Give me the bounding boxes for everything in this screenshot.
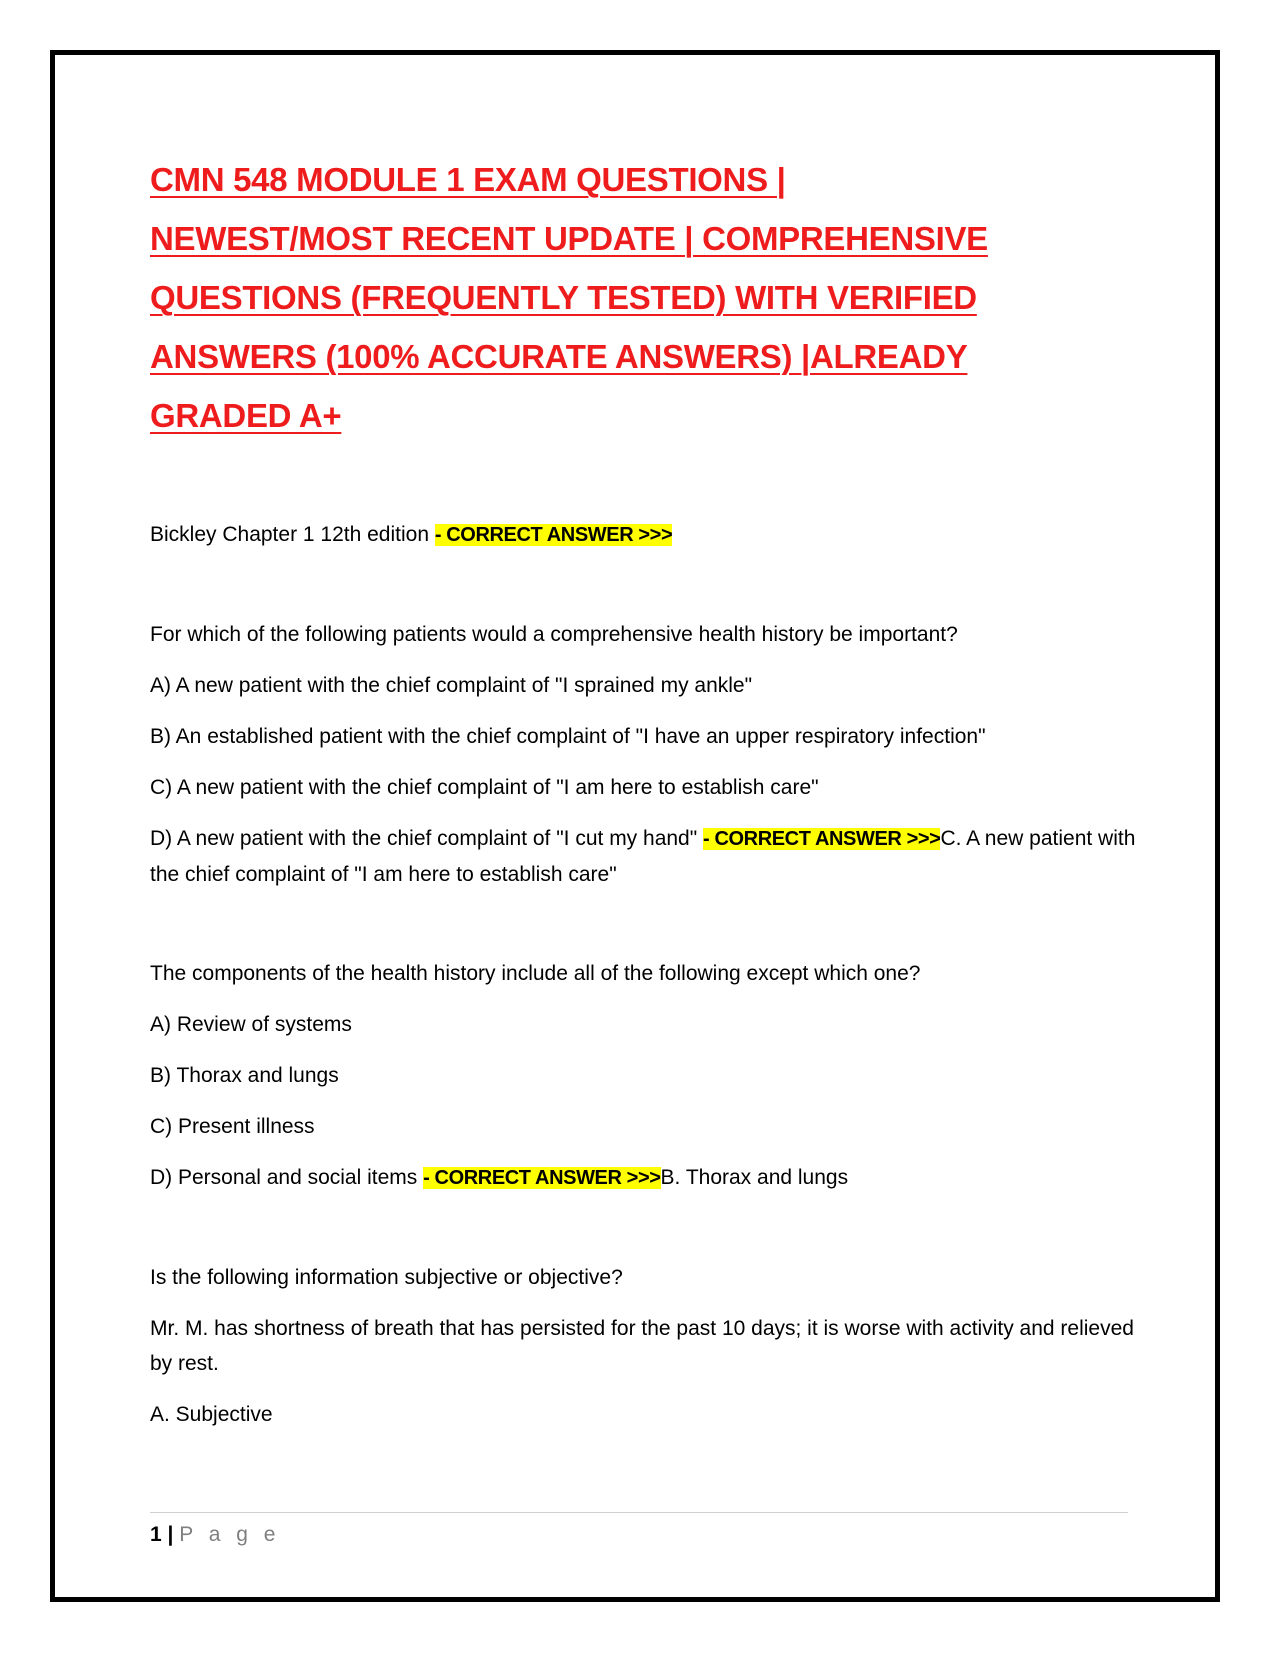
section-heading-text: Bickley Chapter 1 12th edition xyxy=(150,523,435,546)
q3-option-a: A. Subjective xyxy=(150,1403,273,1426)
document-title xyxy=(150,150,1140,445)
title-line: CMN 548 MODULE 1 EXAM QUESTIONS | xyxy=(150,161,786,198)
footer-divider xyxy=(150,1512,1128,1513)
title-line: NEWEST/MOST RECENT UPDATE | COMPREHENSIVE xyxy=(150,220,988,257)
footer-separator: | xyxy=(167,1523,174,1546)
document-body xyxy=(150,150,1140,1432)
correct-answer-marker: - CORRECT ANSWER >>> xyxy=(423,1167,661,1189)
q3-question: Is the following information subjective or objective? xyxy=(150,1266,623,1289)
q2-question: The components of the health history include all of the following except which one? xyxy=(150,962,921,985)
title-line: ANSWERS (100% ACCURATE ANSWERS) |ALREADY xyxy=(150,338,968,375)
page-footer xyxy=(150,1520,280,1550)
q1-question: For which of the following patients would a comprehensive health history be important? xyxy=(150,623,958,646)
correct-answer-marker: - CORRECT ANSWER >>> xyxy=(434,524,673,546)
q2-option-b: B) Thorax and lungs xyxy=(150,1064,339,1087)
q2-option-d xyxy=(150,1160,1140,1196)
q1-answer: C. A new patient with the chief complaint of "I am here to establish care" xyxy=(150,827,1136,886)
q1-option-d xyxy=(150,821,1140,892)
q2-answer: B. Thorax and lungs xyxy=(660,1166,849,1189)
q1-option-d-text: D) A new patient with the chief complaint of "I cut my hand" xyxy=(150,827,704,850)
correct-answer-marker: - CORRECT ANSWER >>> xyxy=(703,828,941,850)
q3-statement: Mr. M. has shortness of breath that has persisted for the past 10 days; it is worse with activity and relieved by rest. xyxy=(150,1317,1134,1375)
q2-option-d-text: D) Personal and social items xyxy=(150,1166,424,1189)
page-label: P a g e xyxy=(179,1523,281,1546)
page-number: 1 xyxy=(150,1523,162,1546)
title-line: QUESTIONS (FREQUENTLY TESTED) WITH VERIFIED xyxy=(150,279,977,316)
q1-option-a: A) A new patient with the chief complaint of "I sprained my ankle" xyxy=(150,674,753,697)
title-line: GRADED A+ xyxy=(150,397,342,434)
q1-option-b: B) An established patient with the chief complaint of "I have an upper respiratory infection" xyxy=(150,725,986,748)
q1-option-c: C) A new patient with the chief complaint of "I am here to establish care" xyxy=(150,776,819,799)
q2-option-c: C) Present illness xyxy=(150,1115,315,1138)
q2-option-a: A) Review of systems xyxy=(150,1013,352,1036)
section-heading xyxy=(150,517,1140,553)
